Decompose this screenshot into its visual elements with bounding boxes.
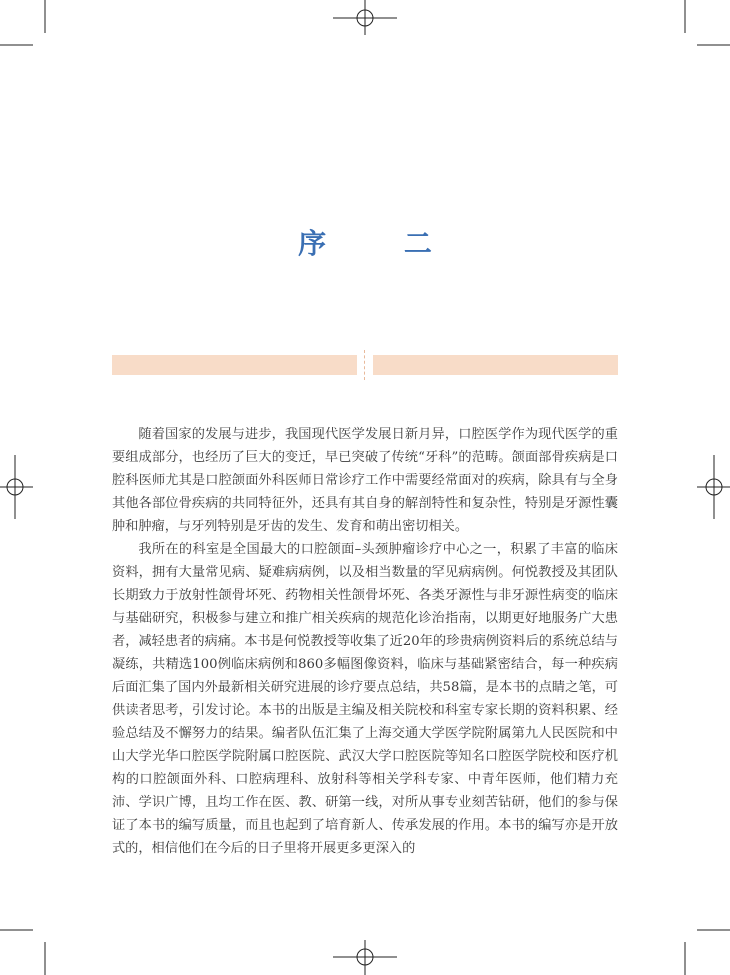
page-title: 序 二 <box>298 227 466 260</box>
registration-mark-right <box>697 455 730 519</box>
registration-mark-top <box>333 0 397 35</box>
registration-mark-left <box>0 455 33 519</box>
paragraph-1: 随着国家的发展与进步，我国现代医学发展日新月异，口腔医学作为现代医学的重要组成部分，也经历了巨大的变迁，早已突破了传统“牙科”的范畴。颌面部骨疾病是口腔科医师尤其是口腔颌面外科医师日常诊疗工作中需要经常面对的疾病，除具有与全身其他各部位骨疾病的共同特征外，还具有其自身的解剖特性和复杂性，特别是牙源性囊肿和肿瘤，与牙列特别是牙齿的发生、发育和萌出密切相关。 <box>112 427 618 534</box>
decorative-band-right <box>373 355 618 375</box>
body-text <box>112 423 618 860</box>
decorative-band-divider <box>364 350 365 380</box>
registration-mark-bottom <box>333 940 397 975</box>
paragraph-2: 我所在的科室是全国最大的口腔颌面–头颈肿瘤诊疗中心之一，积累了丰富的临床资料，拥有大量常见病、疑难病病例，以及相当数量的罕见病病例。何悦教授及其团队长期致力于放射性颌骨坏死、药物相关性颌骨坏死、各类牙源性与非牙源性病变的临床与基础研究，积极参与建立和推广相关疾病的规范化诊治指南，以期更好地服务广大患者，减轻患者的病痛。本书是何悦教授等收集了近20年的珍贵病例资料后的系统总结与凝练，共精选100例临床病例和860多幅图像资料，临床与基础紧密结合，每一种疾病后面汇集了国内外最新相关研究进展的诊疗要点总结，共58篇，是本书的点睛之笔，可供读者思考，引发讨论。本书的出版是主编及相关院校和科室专家长期的资料积累、经验总结及不懈努力的结果。编者队伍汇集了上海交通大学医学院附属第九人民医院和中山大学光华口腔医学院附属口腔医院、武汉大学口腔医院等知名口腔医学院校和医疗机构的口腔颌面外科、口腔病理科、放射科等相关学科专家、中青年医师，他们精力充沛、学识广博，且均工作在医、教、研第一线，对所从事专业刻苦钻研，他们的参与保证了本书的编写质量，而且也起到了培育新人、传承发展的作用。本书的编写亦是开放式的，相信他们在今后的日子里将开展更多更深入的 <box>112 542 618 856</box>
decorative-band-left <box>112 355 357 375</box>
